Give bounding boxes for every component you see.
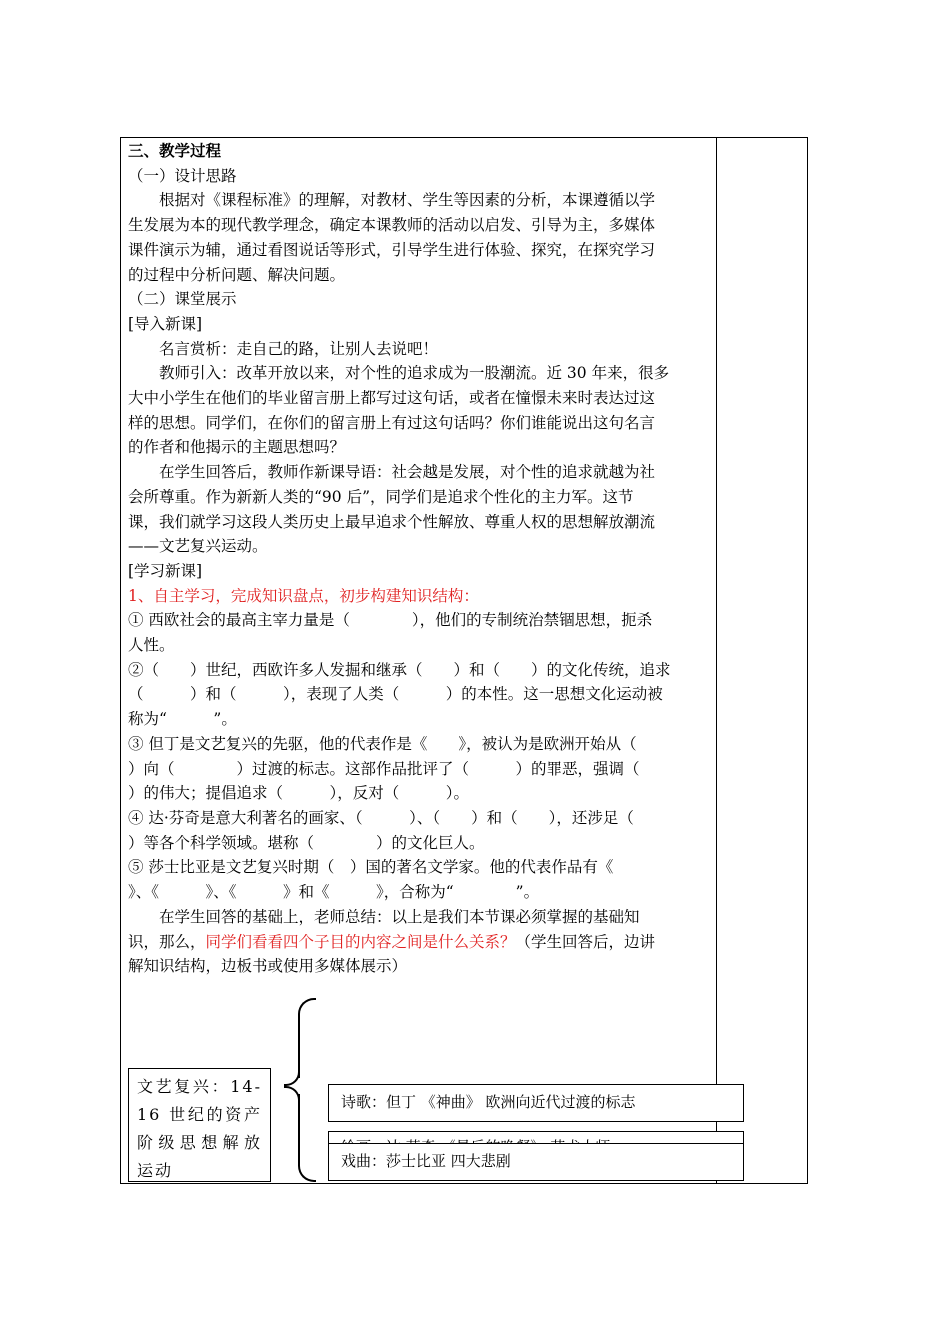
teacher-intro-line: 的作者和他揭示的主题思想吗？ — [128, 438, 346, 457]
display-heading: （二）课堂展示 — [128, 290, 237, 309]
renaissance-box: 文艺复兴：14-16 世纪的资产阶级思想解放运动 — [128, 1068, 271, 1182]
lesson-content — [128, 139, 706, 979]
question-4-line: ）等各个科学领域。堪称（ ）的文化巨人。 — [128, 833, 485, 852]
design-line: 的过程中分析问题、解决问题。 — [128, 265, 346, 284]
lead-in-line: 课，我们就学习这段人类历史上最早追求个性解放、尊重人权的思想解放潮流 — [128, 512, 656, 531]
section-title: 三、教学过程 — [128, 141, 222, 160]
lead-in-line: 会所尊重。作为新新人类的“90 后”，同学们是追求个性化的主力军。这节 — [128, 487, 634, 506]
question-3-line: ）的伟大；提倡追求（ ），反对（ ）。 — [128, 784, 470, 803]
design-line: 生发展为本的现代教学理念，确定本课教师的活动以启发、引导为主，多媒体 — [128, 216, 656, 235]
brace-lower — [298, 1094, 316, 1182]
question-3-line: ）向（ ）过渡的标志。这部作品批评了（ ）的罪恶，强调（ — [128, 759, 640, 778]
question-2-line: （ ）和（ ），表现了人类（ ）的本性。这一思想文化运动被 — [128, 685, 663, 704]
design-line: 根据对《课程标准》的理解，对教材、学生等因素的分析，本课遵循以学 — [159, 191, 656, 210]
teacher-intro-line: 大中小学生在他们的毕业留言册上都写过这句话，或者在憧憬未来时表达过这 — [128, 389, 656, 408]
question-2-line: ②（ ）世纪，西欧许多人发掘和继承（ ）和（ ）的文化传统，追求 — [128, 660, 671, 679]
question-4-line: ④ 达·芬奇是意大利著名的画家、（ ）、（ ）和（ ），还涉足（ — [128, 808, 634, 827]
question-5-line: 》、《 》、《 》和《 》，合称为“ ”。 — [128, 883, 540, 902]
column-divider — [716, 137, 717, 1184]
summary-line: 解知识结构，边板书或使用多媒体展示） — [128, 957, 408, 976]
question-3-line: ③ 但丁是文艺复兴的先驱，他的代表作是《 》，被认为是欧洲开始从（ — [128, 734, 637, 753]
lead-in-line: ——文艺复兴运动。 — [128, 537, 268, 556]
question-2-line: 称为“ ”。 — [128, 710, 237, 729]
drama-box: 戏曲：莎士比亚 四大悲剧 — [328, 1143, 744, 1181]
summary-line — [128, 930, 706, 955]
design-heading: （一）设计思路 — [128, 166, 237, 185]
teacher-intro-line: 样的思想。同学们，在你们的留言册上有过这句话吗？你们谁能说出这句名言 — [128, 413, 656, 432]
summary-text: 识，那么， — [128, 932, 206, 951]
question-1-line: ① 西欧社会的最高主宰力量是（ ），他们的专制统治禁锢思想，扼杀 — [128, 611, 653, 630]
poetry-box: 诗歌：但丁 《神曲》 欧洲向近代过渡的标志 — [328, 1084, 744, 1122]
intro-label: [导入新课] — [128, 314, 203, 333]
study-label: [学习新课] — [128, 561, 203, 580]
question-1-line: 人性。 — [128, 636, 175, 655]
quote-line: 名言赏析：走自己的路，让别人去说吧！ — [159, 339, 439, 358]
lead-in-line: 在学生回答后，教师作新课导语：社会越是发展，对个性的追求就越为社 — [159, 463, 656, 482]
task-heading: 1、自主学习，完成知识盘点，初步构建知识结构： — [128, 586, 479, 605]
summary-line: 在学生回答的基础上，老师总结：以上是我们本节课必须掌握的基础知 — [159, 907, 640, 926]
design-line: 课件演示为辅，通过看图说话等形式，引导学生进行体验、探究，在探究学习 — [128, 240, 656, 259]
brace-upper — [298, 998, 316, 1078]
summary-text: （学生回答后，边讲 — [515, 932, 656, 951]
teacher-intro-line: 教师引入：改革开放以来，对个性的追求成为一股潮流。近 30 年来，很多 — [159, 364, 670, 383]
question-5-line: ⑤ 莎士比亚是文艺复兴时期（ ）国的著名文学家。他的代表作品有《 — [128, 858, 614, 877]
summary-question: 同学们看看四个子目的内容之间是什么关系？ — [205, 932, 516, 951]
